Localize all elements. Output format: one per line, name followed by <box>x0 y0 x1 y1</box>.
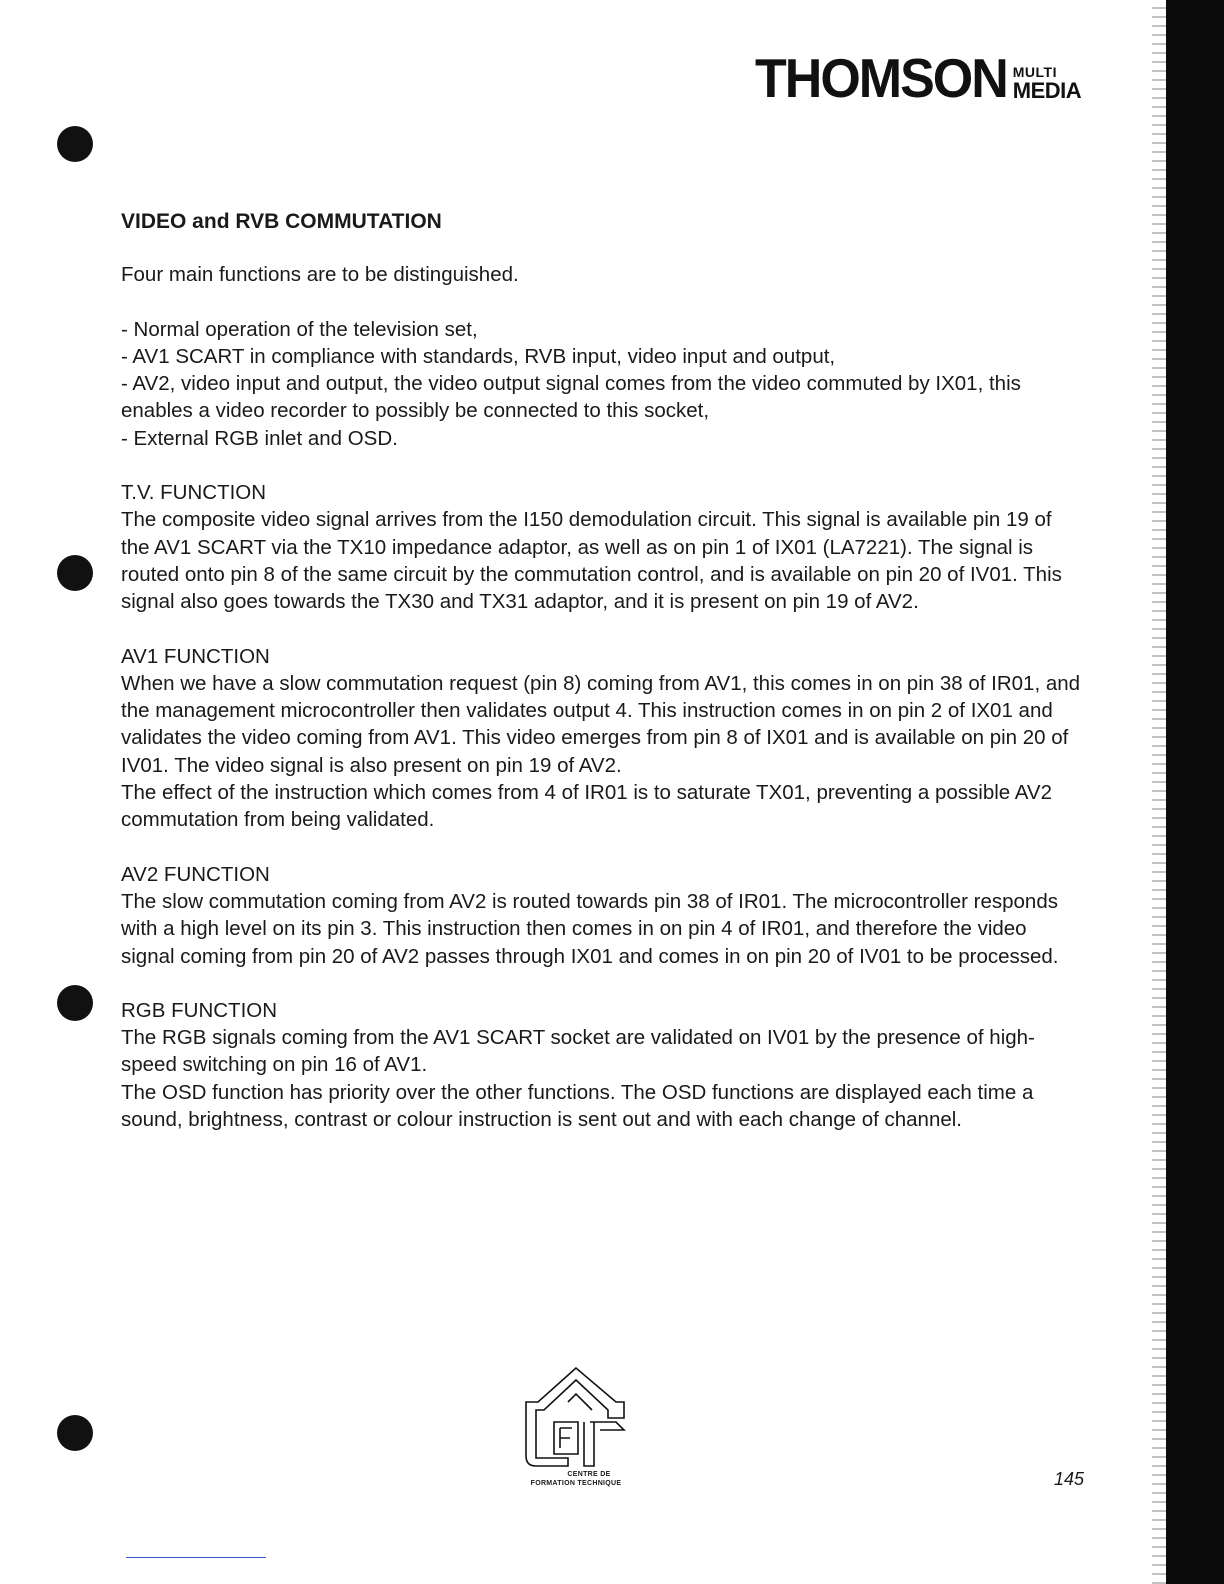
brand-name: THOMSON <box>755 48 1007 110</box>
section-paragraph: The OSD function has priority over the other functions. The OSD functions are displayed each time a sound, brightness, contrast or colour instruction is sent out and with each change of channel. <box>121 1080 1034 1132</box>
emblem-caption <box>520 1470 632 1488</box>
section-paragraph: The effect of the instruction which comes from 4 of IR01 is to saturate TX01, preventing a possible AV2 commutation from being validated. <box>121 781 1052 832</box>
section-rgb-function <box>121 997 1081 1133</box>
section-av2-function <box>121 861 1081 970</box>
brand-logo <box>755 48 1082 110</box>
section-paragraph: The RGB signals coming from the AV1 SCART socket are validated on IV01 by the presence of high-speed switching on pin 16 of AV1. <box>121 1026 1035 1077</box>
functions-list <box>121 316 1081 452</box>
section-paragraph: When we have a slow commutation request (pin 8) coming from AV1, this comes in on pin 38 of IR01, and the management microcontroller then validates output 4. This instruction comes in on pin 2 of IX01 and validates the video coming from AV1. This video emerges from pin 8 of IX01 and is available on pin 20 of IV01. The video signal is also present on pin 19 of AV2. <box>121 671 1081 777</box>
section-av1-function <box>121 643 1081 834</box>
section-paragraph: The composite video signal arrives from the I150 demodulation circuit. This signal is available pin 19 of the AV1 SCART via the TX10 impedance adaptor, as well as on pin 1 of IX01 (LA7221). The signal is routed onto pin 8 of the same circuit by the commutation control, and is available on pin 20 of IV01. This signal also goes towards the TX30 and TX31 adaptor, and it is present on pin 19 of AV2. <box>121 508 1062 614</box>
document-title: VIDEO and RVB COMMUTATION <box>121 210 442 233</box>
list-item: - AV1 SCART in compliance with standards, RVB input, video input and output, <box>121 344 836 368</box>
binder-hole-icon <box>57 126 93 162</box>
document-body <box>121 208 1081 1133</box>
scan-edge-shadow <box>1166 0 1224 1584</box>
binder-hole-icon <box>57 555 93 591</box>
list-item: - External RGB inlet and OSD. <box>121 426 398 450</box>
cft-emblem <box>520 1362 632 1492</box>
section-heading: AV1 FUNCTION <box>121 644 270 668</box>
section-tv-function <box>121 479 1081 615</box>
section-heading: RGB FUNCTION <box>121 998 278 1022</box>
footer-divider <box>126 1557 266 1558</box>
section-paragraph: The slow commutation coming from AV2 is routed towards pin 38 of IR01. The microcontroller responds with a high level on its pin 3. This instruction then comes in on pin 4 of IR01, and therefore the video signal coming from pin 20 of AV2 passes through IX01 and comes in on pin 20 of IV01 to be processed. <box>121 889 1059 968</box>
emblem-line-1: CENTRE DE <box>567 1471 611 1478</box>
brand-subtitle-top: MULTI <box>1012 64 1057 80</box>
scan-edge-texture <box>1152 0 1166 1584</box>
brand-subtitle <box>1013 65 1081 102</box>
list-item: - Normal operation of the television set, <box>121 317 478 341</box>
intro-text: Four main functions are to be distinguished. <box>121 263 519 287</box>
binder-hole-icon <box>57 985 93 1021</box>
page-number: 145 <box>1054 1469 1085 1489</box>
binder-hole-icon <box>57 1415 93 1451</box>
cft-logo-icon <box>520 1362 632 1472</box>
emblem-line-2: FORMATION TECHNIQUE <box>530 1480 622 1487</box>
section-heading: AV2 FUNCTION <box>121 862 270 886</box>
section-heading: T.V. FUNCTION <box>121 481 267 505</box>
list-item: - AV2, video input and output, the video output signal comes from the video commuted by IX01, this enables a video recorder to possibly be connected to this socket, <box>121 372 1021 423</box>
brand-subtitle-bottom: MEDIA <box>1012 78 1082 103</box>
